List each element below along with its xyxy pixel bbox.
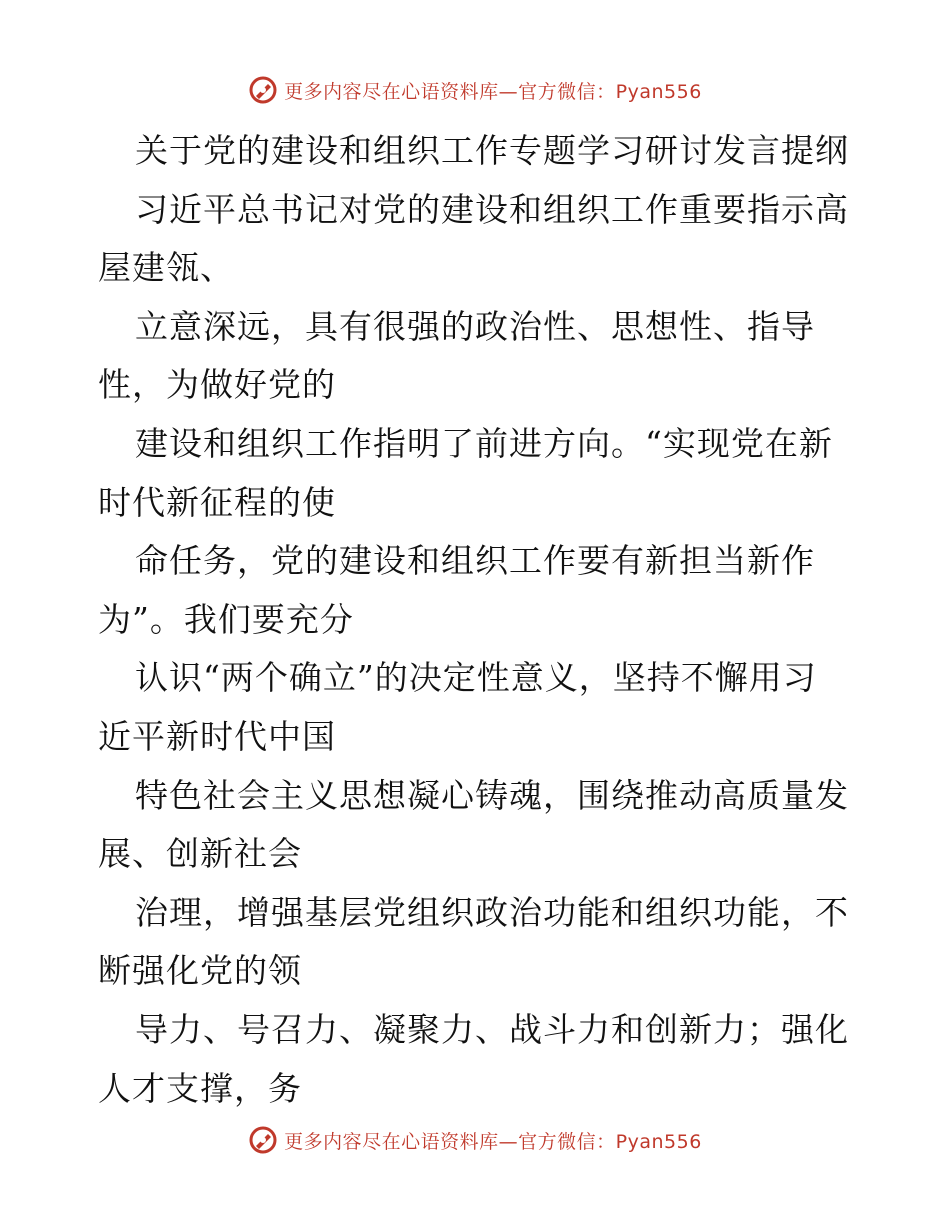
- paragraph-line: 时代新征程的使: [98, 482, 336, 522]
- paragraph-line: 命任务，党的建设和组织工作要有新担当新作: [135, 541, 815, 581]
- footer-banner: [0, 1120, 950, 1160]
- header-banner-text: 更多内容尽在心语资料库—官方微信：Pyan556: [284, 80, 702, 103]
- paragraph-line: 立意深远，具有很强的政治性、思想性、指导: [135, 306, 815, 346]
- document-title: 关于党的建设和组织工作专题学习研讨发言提纲: [135, 131, 849, 170]
- paragraph-line: 人才支撑，务: [98, 1068, 302, 1108]
- paragraph-line: 性，为做好党的: [98, 365, 336, 405]
- pen-seal-icon: [248, 1125, 278, 1155]
- paragraph-line: 近平新时代中国: [98, 716, 336, 756]
- paragraph-line: 习近平总书记对党的建设和组织工作重要指示高: [135, 189, 849, 229]
- paragraph-line: 为”。我们要充分: [98, 599, 354, 639]
- header-banner-content: [248, 75, 702, 105]
- footer-banner-text: 更多内容尽在心语资料库—官方微信：Pyan556: [284, 1130, 702, 1153]
- paragraph-line: 屋建瓴、: [98, 248, 234, 288]
- paragraph-line: 展、创新社会: [98, 834, 302, 874]
- footer-banner-content: [248, 1125, 702, 1155]
- paragraph-line: 认识“两个确立”的决定性意义，坚持不懈用习: [135, 658, 817, 698]
- paragraph-line: 断强化党的领: [98, 951, 302, 991]
- header-banner: [0, 70, 950, 110]
- paragraph-line: 特色社会主义思想凝心铸魂，围绕推动高质量发: [135, 775, 849, 815]
- document-body: [98, 122, 858, 1118]
- paragraph-line: 建设和组织工作指明了前进方向。“实现党在新: [135, 423, 833, 463]
- pen-seal-icon: [248, 75, 278, 105]
- paragraph-line: 治理，增强基层党组织政治功能和组织功能，不: [135, 892, 849, 932]
- paragraph-line: 导力、号召力、凝聚力、战斗力和创新力；强化: [135, 1009, 849, 1049]
